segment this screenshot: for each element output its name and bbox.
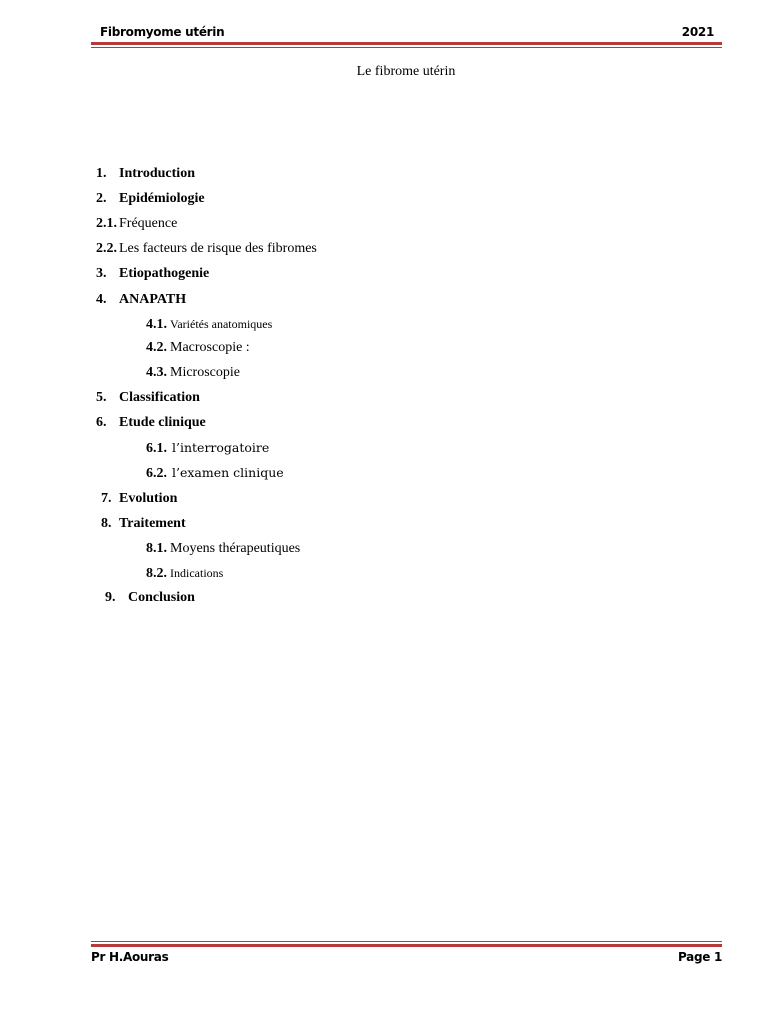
toc-entry	[96, 241, 317, 257]
toc-entry	[146, 365, 240, 381]
toc-entry	[101, 491, 177, 507]
page-footer	[91, 950, 722, 968]
toc-entry-label: l’interrogatoire	[172, 440, 270, 455]
toc-entry	[101, 516, 186, 532]
toc-entry-number: 4.2.	[146, 340, 167, 355]
toc-entry-label: Variétés anatomiques	[170, 317, 273, 331]
toc-entry-label: Les facteurs de risque des fibromes	[119, 241, 317, 256]
toc-entry	[96, 166, 195, 182]
toc-entry-number: 6.2.	[146, 466, 167, 481]
footer-rule-thick	[91, 944, 722, 947]
toc-entry-label: l’examen clinique	[172, 465, 284, 480]
toc-entry-label: Macroscopie :	[170, 340, 250, 355]
toc-entry-number: 2.1.	[96, 216, 117, 231]
toc-entry-label: ANAPATH	[119, 292, 187, 307]
toc-entry-number: 2.2.	[96, 241, 117, 256]
toc-entry-number: 4.	[96, 292, 107, 307]
footer-rule-thin	[91, 941, 722, 942]
toc-entry-label: Moyens thérapeutiques	[170, 541, 301, 556]
header-year: 2021	[681, 25, 714, 39]
toc-entry-label: Conclusion	[128, 590, 195, 605]
toc-entry	[96, 266, 209, 282]
toc-entry-label: Etiopathogenie	[119, 266, 210, 281]
toc-entry-number: 8.	[101, 516, 112, 531]
toc-entry	[96, 415, 206, 431]
toc-entry-label: Evolution	[119, 491, 178, 506]
toc-entry-number: 6.	[96, 415, 107, 430]
toc-entry	[146, 340, 250, 356]
toc-entry-label: Traitement	[119, 516, 186, 531]
toc-entry-number: 2.	[96, 191, 107, 206]
toc-entry-label: Fréquence	[119, 216, 178, 231]
toc-entry-number: 4.1.	[146, 317, 167, 332]
toc-entry-number: 3.	[96, 266, 107, 281]
toc-entry	[96, 390, 200, 406]
toc-entry-number: 8.2.	[146, 566, 167, 581]
toc-entry	[96, 191, 205, 207]
toc-entry-number: 5.	[96, 390, 107, 405]
toc-entry	[146, 316, 272, 333]
toc-entry	[146, 440, 269, 457]
toc-entry-number: 9.	[105, 590, 116, 605]
toc-entry	[96, 216, 177, 232]
document-title: Le fibrome utérin	[356, 64, 456, 79]
header-document-title: Fibromyome utérin	[100, 25, 225, 39]
toc-entry	[96, 292, 186, 308]
footer-page-number: Page 1	[677, 950, 722, 964]
toc-entry-label: Indications	[170, 566, 224, 580]
toc-entry	[146, 541, 300, 557]
toc-entry-number: 7.	[101, 491, 112, 506]
toc-entry-label: Etude clinique	[119, 415, 206, 430]
footer-author: Pr H.Aouras	[91, 950, 169, 964]
toc-entry-label: Introduction	[119, 166, 195, 181]
toc-entry-label: Epidémiologie	[119, 191, 205, 206]
toc-entry-number: 6.1.	[146, 441, 167, 456]
toc-entry-label: Classification	[119, 390, 200, 405]
toc-entry-number: 1.	[96, 166, 107, 181]
toc-entry	[146, 465, 284, 482]
toc-entry	[146, 565, 223, 582]
toc-entry-label: Microscopie	[170, 365, 240, 380]
toc-entry-number: 4.3.	[146, 365, 167, 380]
toc-entry-number: 8.1.	[146, 541, 167, 556]
toc-entry	[105, 590, 195, 606]
